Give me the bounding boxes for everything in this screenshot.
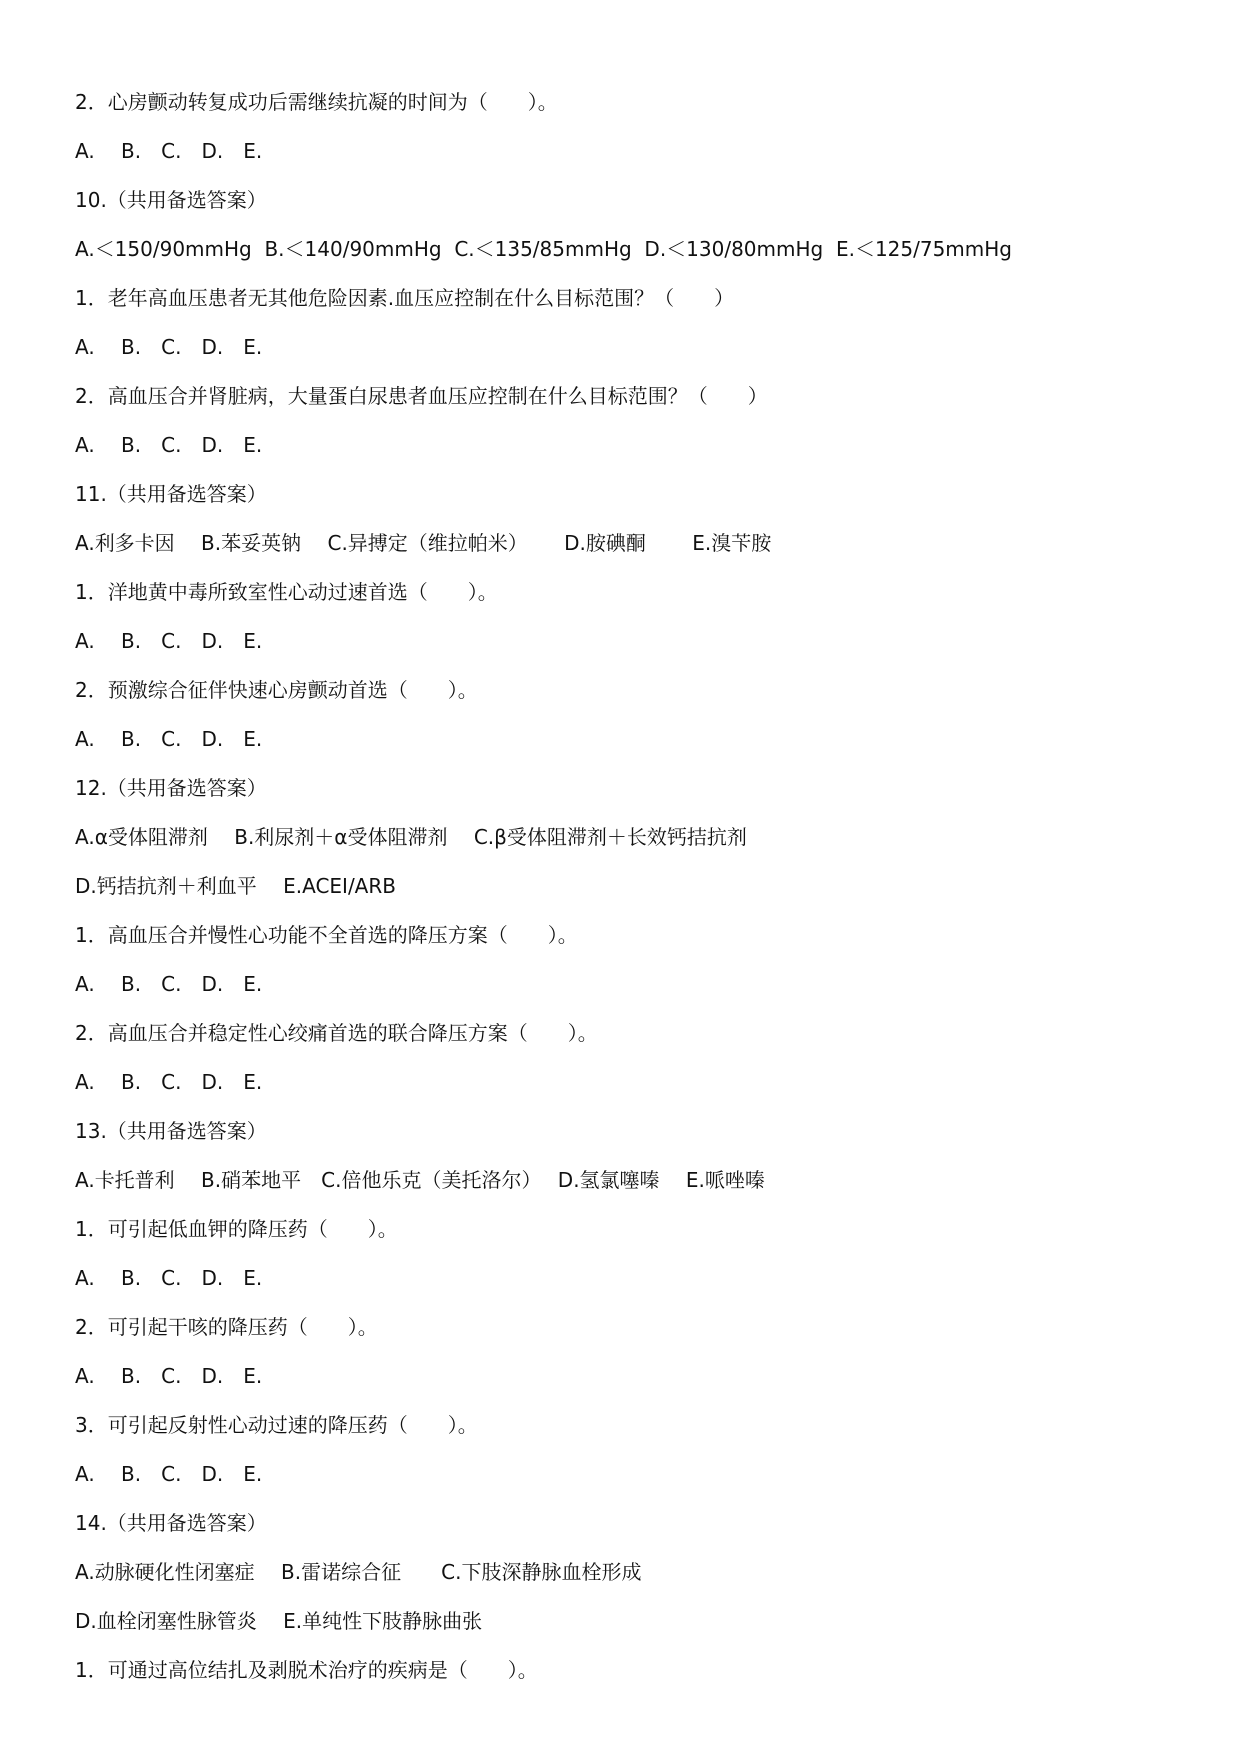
text-line: A. B. C. D. E.: [75, 972, 263, 996]
text-line: A.动脉硬化性闭塞症 B.雷诺综合征 C.下肢深静脉血栓形成: [75, 1560, 642, 1584]
text-line: A. B. C. D. E.: [75, 727, 263, 751]
text-line: 1．可引起低血钾的降压药（ ）。: [75, 1217, 398, 1241]
text-line: A. B. C. D. E.: [75, 1364, 263, 1388]
text-line: 13.（共用备选答案）: [75, 1119, 267, 1143]
text-line: 3．可引起反射性心动过速的降压药（ ）。: [75, 1413, 478, 1437]
text-line: A. B. C. D. E.: [75, 1462, 263, 1486]
text-line: 14.（共用备选答案）: [75, 1511, 267, 1535]
text-line: A.α受体阻滞剂 B.利尿剂＋α受体阻滞剂 C.β受体阻滞剂＋长效钙拮抗剂: [75, 825, 747, 849]
text-line: 2．可引起干咳的降压药（ ）。: [75, 1315, 378, 1339]
text-line: A. B. C. D. E.: [75, 1266, 263, 1290]
text-line: A. B. C. D. E.: [75, 629, 263, 653]
text-line: 2．心房颤动转复成功后需继续抗凝的时间为（ ）。: [75, 90, 558, 114]
text-line: 2．高血压合并稳定性心绞痛首选的联合降压方案（ ）。: [75, 1021, 598, 1045]
text-line: 1．可通过高位结扎及剥脱术治疗的疾病是（ ）。: [75, 1658, 538, 1682]
document-body: [75, 84, 1195, 1701]
text-line: 2．预激综合征伴快速心房颤动首选（ ）。: [75, 678, 478, 702]
text-line: 2．高血压合并肾脏病，大量蛋白尿患者血压应控制在什么目标范围？（ ）: [75, 384, 768, 408]
text-line: A. B. C. D. E.: [75, 335, 263, 359]
text-line: 10.（共用备选答案）: [75, 188, 267, 212]
text-line: 1．高血压合并慢性心功能不全首选的降压方案（ ）。: [75, 923, 578, 947]
text-line: D.钙拮抗剂＋利血平 E.ACEI/ARB: [75, 874, 396, 898]
text-line: A.＜150/90mmHg B.＜140/90mmHg C.＜135/85mmHg D.＜130/80mmHg E.＜125/75mmHg: [75, 237, 1013, 261]
text-line: A. B. C. D. E.: [75, 433, 263, 457]
text-line: A.利多卡因 B.苯妥英钠 C.异搏定（维拉帕米） D.胺碘酮 E.溴苄胺: [75, 531, 772, 555]
text-line: D.血栓闭塞性脉管炎 E.单纯性下肢静脉曲张: [75, 1609, 483, 1633]
text-line: A.卡托普利 B.硝苯地平 C.倍他乐克（美托洛尔） D.氢氯噻嗪 E.哌唑嗪: [75, 1168, 765, 1192]
text-line: 11.（共用备选答案）: [75, 482, 267, 506]
text-line: 12.（共用备选答案）: [75, 776, 267, 800]
text-line: 1．老年高血压患者无其他危险因素.血压应控制在什么目标范围？（ ）: [75, 286, 735, 310]
text-line: A. B. C. D. E.: [75, 139, 263, 163]
text-line: A. B. C. D. E.: [75, 1070, 263, 1094]
text-line: 1．洋地黄中毒所致室性心动过速首选（ ）。: [75, 580, 498, 604]
